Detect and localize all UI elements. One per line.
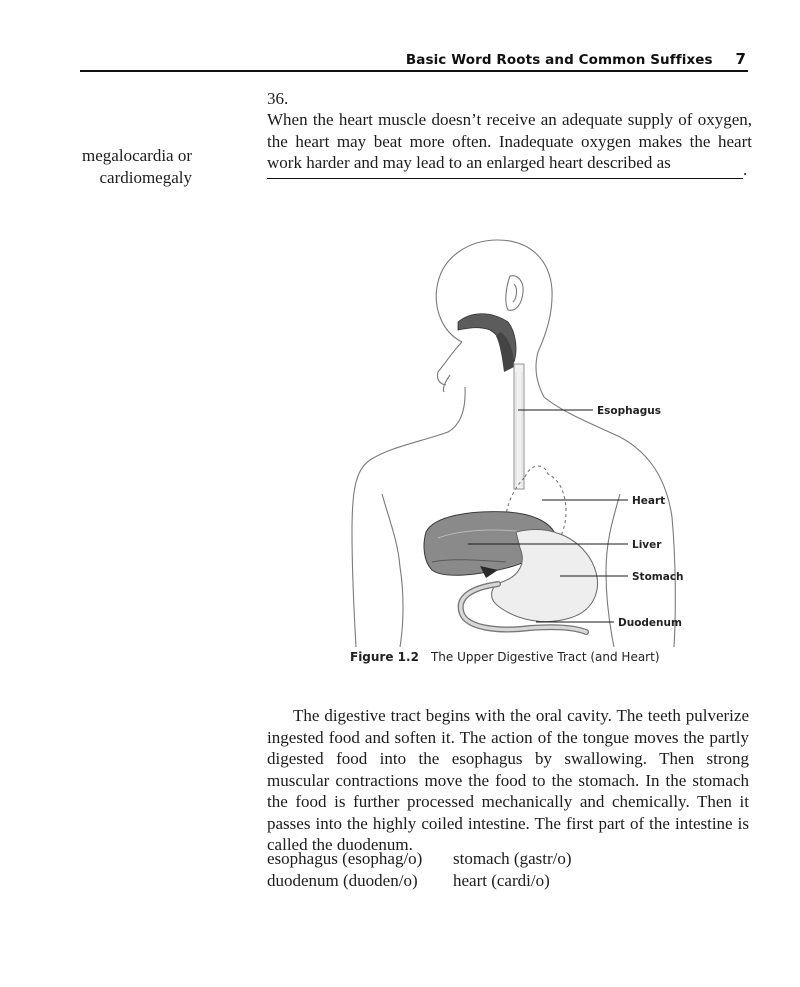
word-root-term: esophagus (esophag/o) bbox=[267, 849, 423, 868]
word-root-term: duodenum (duoden/o) bbox=[267, 870, 418, 890]
throat-and-esophagus bbox=[458, 314, 524, 489]
label-liver: Liver bbox=[632, 539, 662, 551]
question-text: When the heart muscle doesn’t receive an adequate supply of oxygen, the heart may beat more often. Inadequate oxygen makes the heart work harder and may lead to an enlarged heart described as bbox=[267, 110, 752, 172]
page-number: 7 bbox=[735, 50, 746, 68]
anatomy-illustration bbox=[330, 232, 690, 647]
margin-answer-line2: cardiomegaly bbox=[99, 167, 192, 187]
label-heart: Heart bbox=[632, 495, 666, 507]
answer-blank-period: . bbox=[743, 160, 748, 179]
figure-title: The Upper Digestive Tract (and Heart) bbox=[430, 650, 660, 664]
word-root-term: stomach (gastr/o) bbox=[453, 849, 572, 868]
figure-caption bbox=[350, 650, 660, 664]
word-root-term: heart (cardi/o) bbox=[453, 870, 550, 890]
answer-blank bbox=[267, 178, 743, 179]
body-paragraph: The digestive tract begins with the oral cavity. The teeth pulverize ingested food and soften it. The action of the tongue moves the partly digested food into the esophagus by swallowing. Then strong muscular contractions move the food to the stomach. In the stomach the food is further processed mechanically and chemically. Then it passes into the highly coiled intestine. The first part of the intestine is called the duodenum. bbox=[267, 706, 749, 854]
label-duodenum: Duodenum bbox=[618, 617, 682, 629]
margin-answer bbox=[80, 145, 192, 188]
margin-answer-line1: megalocardia or bbox=[82, 146, 192, 165]
figure-number: Figure 1.2 bbox=[350, 650, 419, 664]
label-esophagus: Esophagus bbox=[597, 405, 661, 417]
header-rule bbox=[80, 70, 748, 72]
word-root-row bbox=[267, 870, 572, 892]
digestive-tract-figure bbox=[330, 232, 690, 647]
running-head bbox=[406, 50, 746, 68]
figure-labels bbox=[597, 405, 684, 629]
word-root-row bbox=[267, 848, 572, 870]
question-number: 36. bbox=[267, 89, 289, 108]
word-root-list bbox=[267, 848, 572, 891]
label-stomach: Stomach bbox=[632, 571, 684, 583]
running-title: Basic Word Roots and Common Suffixes bbox=[405, 52, 713, 68]
